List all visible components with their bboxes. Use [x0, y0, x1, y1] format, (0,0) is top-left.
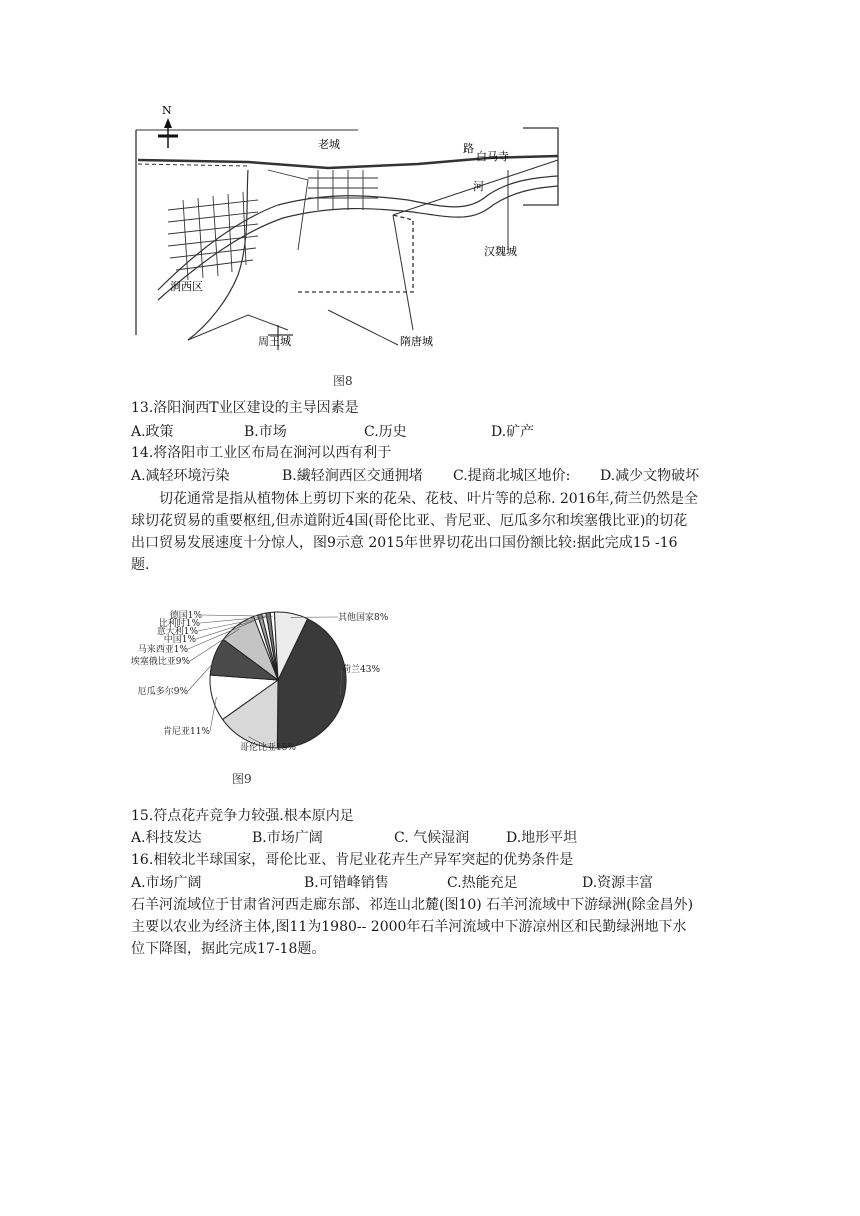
pie-slice-label: 中国1%	[163, 635, 196, 645]
map-label-jianxi: 涧西区	[170, 280, 203, 293]
q14-option-d[interactable]: D.减少文物破坏	[600, 468, 700, 484]
map-label-hanweicheng: 汉魏城	[484, 245, 517, 258]
pie-slice-label: 埃塞俄比亚9%	[130, 657, 190, 667]
q14-option-a[interactable]: A.减轻环境污染	[131, 468, 230, 484]
north-arrow	[158, 118, 178, 148]
passage-cut-flowers	[131, 488, 731, 576]
q16-option-c[interactable]: C.热能充足	[447, 875, 518, 891]
passage2-line-3: 位下降图，据此完成17-18题。	[131, 941, 326, 957]
q15-option-a[interactable]: A.科技发达	[131, 830, 202, 846]
pie-slice-label: 比利时1%	[158, 619, 200, 629]
q13-option-d[interactable]: D.矿产	[491, 424, 535, 440]
q13-option-b[interactable]: B.市场	[244, 424, 287, 440]
pie-slice-label: 肯尼亚11%	[162, 727, 210, 737]
q13-stem: 13.洛阳涧西T业区建设的主导因素是	[131, 400, 359, 416]
map-frame-right	[523, 128, 558, 205]
pie-slice-label: 哥伦比亚15%	[239, 743, 297, 753]
passage2-line-2: 主要以农业为经济主体,图11为1980-- 2000年石羊河流域中下游凉州区和民勤绿洲地下水	[131, 919, 687, 935]
q16-option-b[interactable]: B.可错峰销售	[304, 875, 389, 891]
q16-option-d[interactable]: D.资源丰富	[582, 875, 654, 891]
passage-shiyang-river	[131, 894, 731, 960]
q16-stem: 16.相较北半球国家，哥伦比亚、肯尼业花卉生产异军突起的优势条件是	[131, 852, 574, 868]
q15-stem: 15.符点花卉竞争力较强.根本原内足	[131, 808, 354, 824]
map-label-he: 河	[473, 180, 484, 193]
map-label-lu: 路	[463, 142, 474, 155]
map-label-zhouwangcheng: 周王城	[258, 335, 291, 348]
figure-9-chart	[128, 590, 418, 770]
pie-slice-label: 意大利1%	[156, 627, 198, 637]
figure-8-map	[128, 100, 568, 355]
q15-option-b[interactable]: B.市场广阔	[252, 830, 323, 846]
passage1-line-3: 出口贸易发展速度十分惊人，图9示意 2015年世界切花出口国份额比较:据此完成15 -16	[131, 535, 678, 551]
pie-chart-svg	[128, 590, 418, 770]
passage2-line-1: 石羊河流域位于甘肃省河西走廊东部、祁连山北麓(图10) 石羊河流域中下游绿洲(除金昌外)	[131, 897, 694, 913]
q15-option-d[interactable]: D.地形平坦	[506, 830, 578, 846]
pie-slice-label: 厄瓜多尔9%	[137, 687, 188, 697]
pie-slice-label: 德国1%	[169, 611, 202, 621]
jianxi-grid	[168, 192, 258, 280]
q13-option-a[interactable]: A.政策	[131, 424, 174, 440]
figure-9-caption: 图9	[232, 772, 252, 786]
suitang-boundary	[298, 215, 413, 292]
map-label-laocheng: 老城	[318, 138, 340, 151]
north-label: N	[162, 104, 172, 117]
pie-slice-label: 荷兰43%	[342, 665, 381, 675]
q15-option-c[interactable]: C. 气候湿润	[394, 830, 470, 846]
map-label-suitangcheng: 隋唐城	[400, 335, 433, 348]
luoyang-map-svg	[128, 100, 568, 355]
q14-stem: 14.将洛阳市工业区布局在涧河以西有利于	[131, 445, 392, 461]
q16-option-a[interactable]: A.市场广阔	[131, 875, 202, 891]
figure-8-caption: 图8	[333, 374, 353, 388]
q14-option-c[interactable]: C.提商北城区地价:	[453, 468, 571, 484]
passage1-line-2: 球切花贸易的重要枢纽,但赤道附近4国(哥伦比亚、肯尼亚、厄瓜多尔和埃塞俄比亚)的切花	[131, 513, 688, 529]
q14-option-b[interactable]: B.繊轻涧西区交通拥堵	[282, 468, 423, 484]
map-label-baimasi: 白马寺	[476, 150, 509, 163]
q13-option-c[interactable]: C.历史	[364, 424, 407, 440]
passage1-line-1: 切花通常是指从植物体上剪切下来的花朵、花枝、叶片等的总称. 2016年,荷兰仍然是全	[159, 491, 698, 507]
passage1-line-4: 题.	[131, 557, 150, 573]
pie-slice-label: 其他国家8%	[338, 613, 389, 623]
pie-slice-label: 马来西亚1%	[137, 645, 188, 655]
